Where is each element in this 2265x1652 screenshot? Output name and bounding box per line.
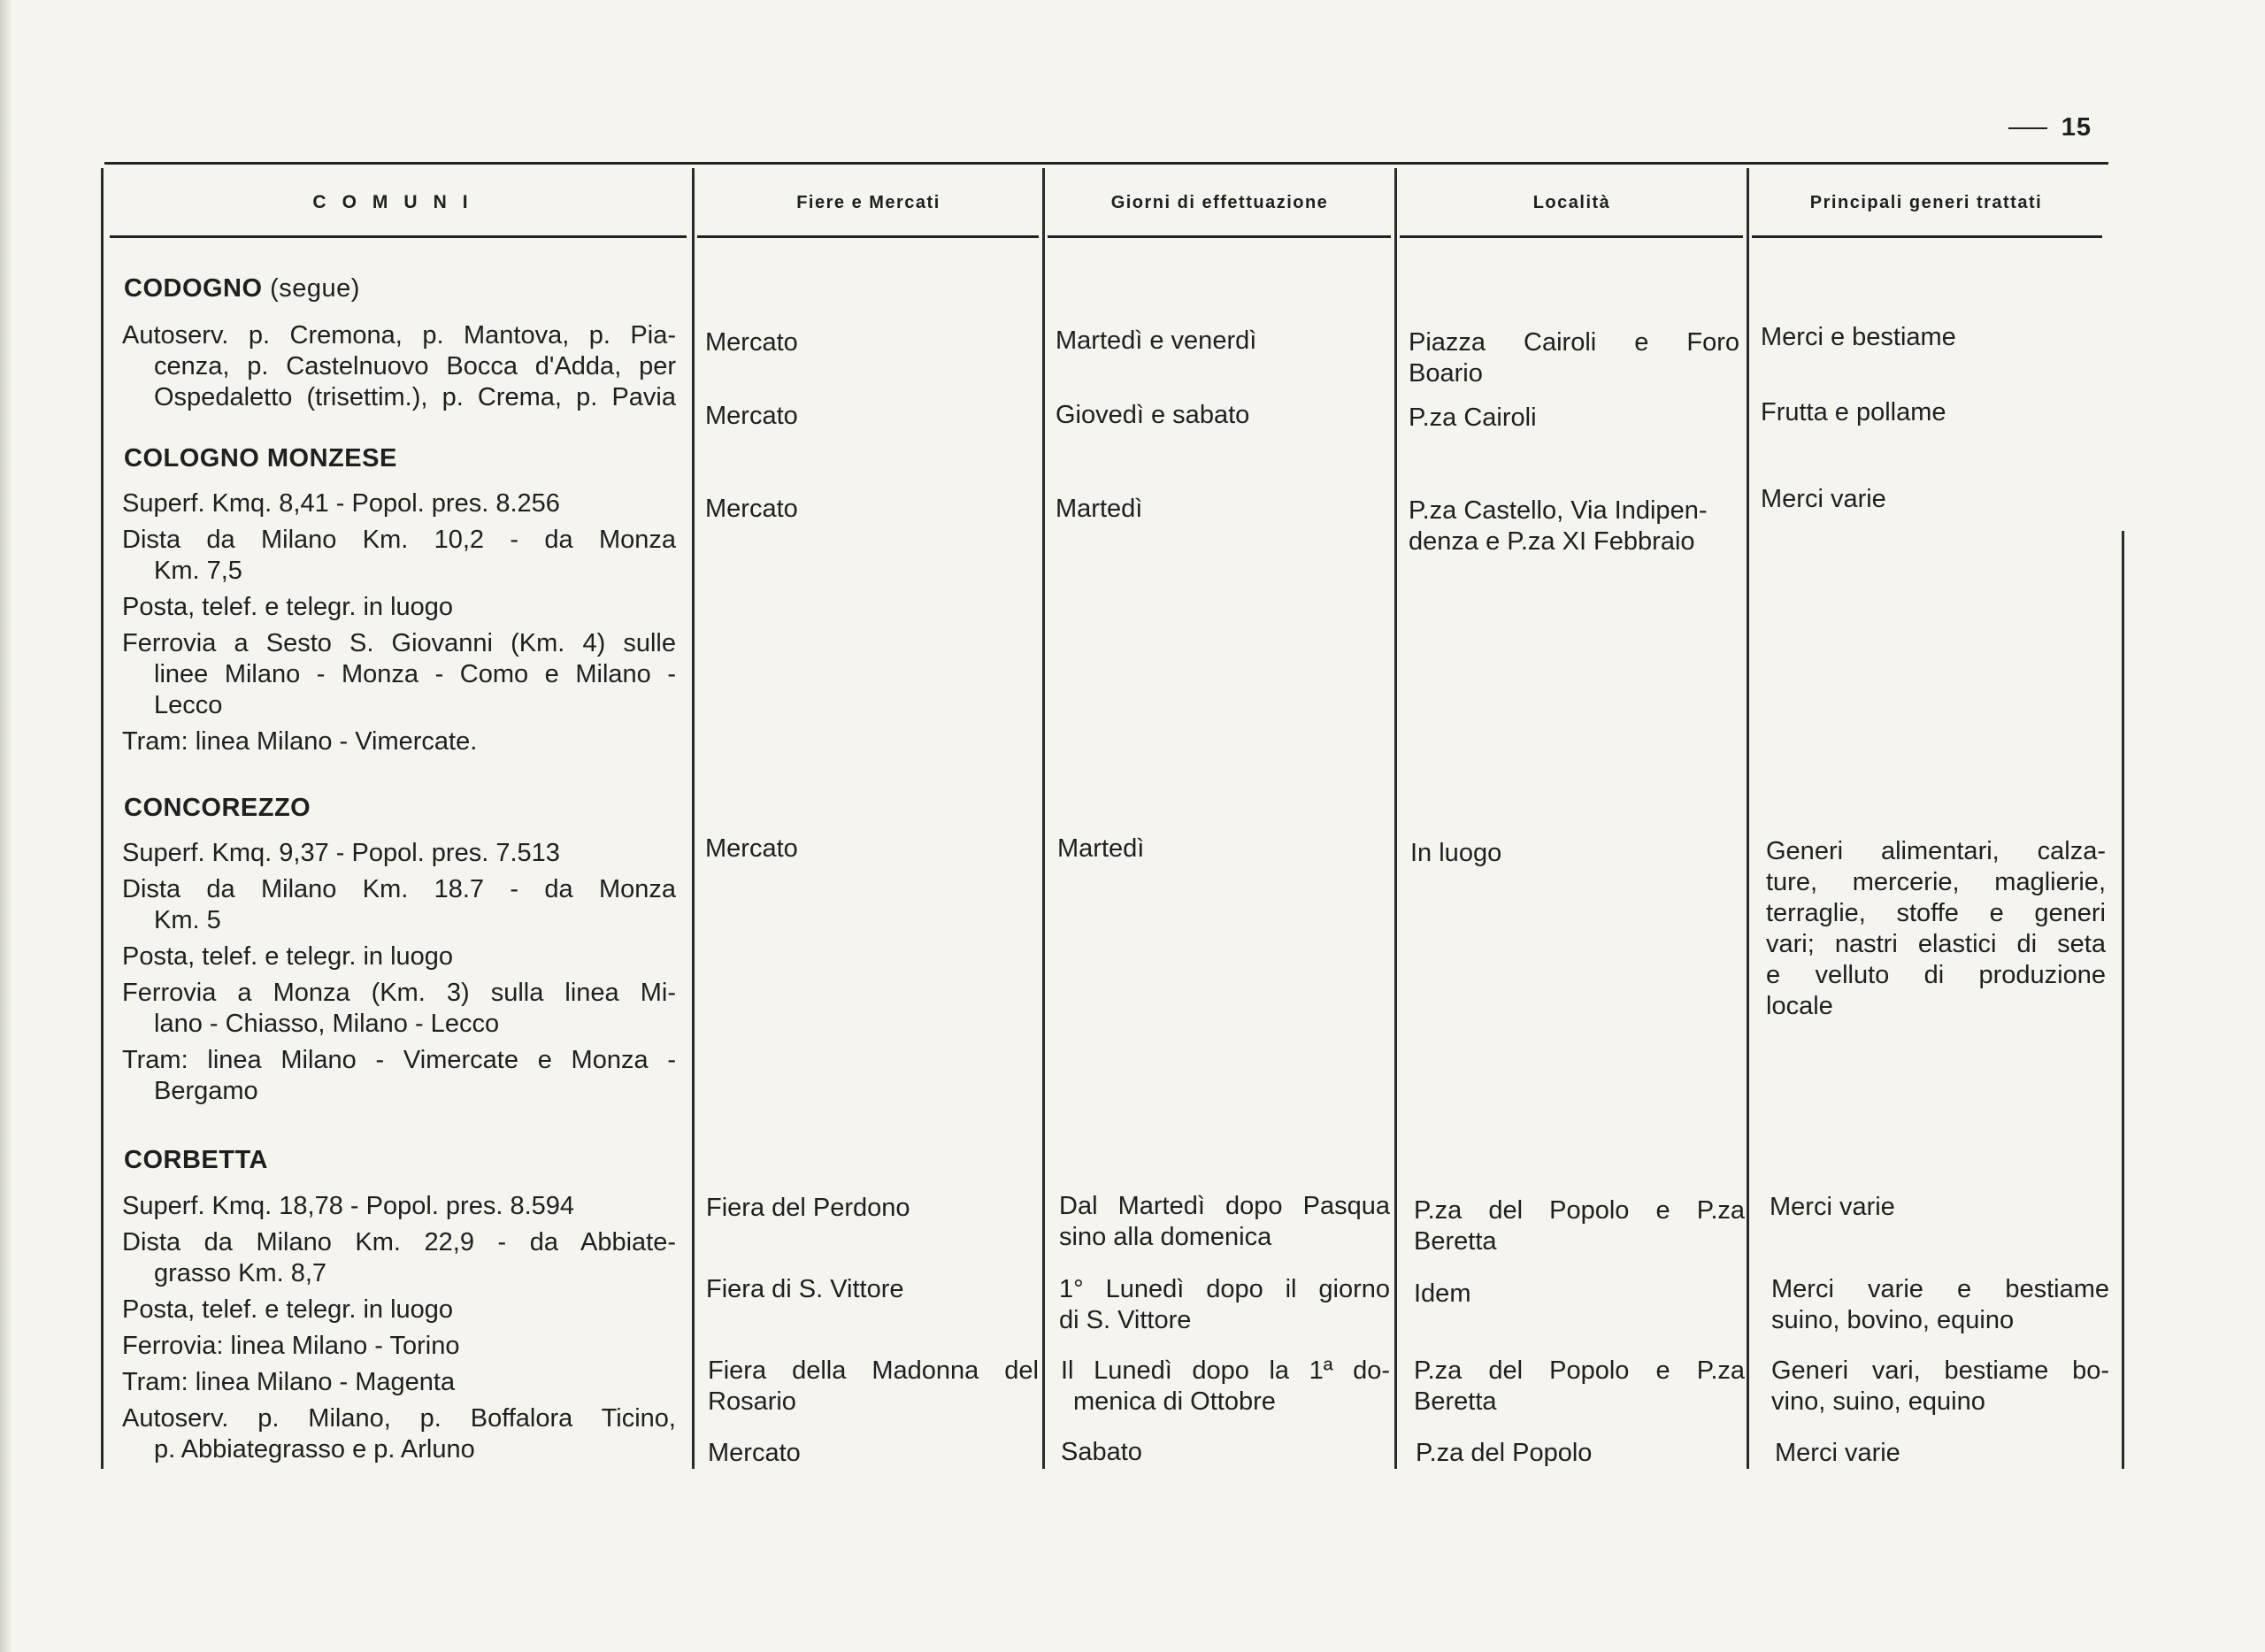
comune-heading-concorezzo: CONCOREZZO [124,794,311,822]
info-line: cenza, p. Castelnuovo Bocca d'Adda, per [154,352,676,380]
comune-heading-cologno-monzese: COLOGNO MONZESE [124,444,397,473]
fiera-cell: Mercato [708,1439,801,1467]
page-number-value: 15 [2061,113,2092,142]
giorni-cell: Giovedì e sabato [1056,401,1250,429]
column-rule-1 [692,168,695,1469]
header-localita: Località [1532,192,1611,212]
giorni-cell: Martedì e venerdì [1056,327,1257,355]
comune-heading-corbetta: CORBETTA [124,1146,268,1174]
column-rule-2 [1042,168,1045,1469]
fiera-cell: Mercato [705,402,798,430]
info-line: Ospedaletto (trisettim.), p. Crema, p. Pavia [154,383,676,411]
info-line: Posta, telef. e telegr. in luogo [122,942,454,971]
giorni-cell [1059,1274,1390,1336]
comune-info-concorezzo [122,838,676,1107]
column-rule-3 [1394,168,1397,1469]
generi-cell [1771,1274,2109,1336]
giorni-cell: Martedì [1057,834,1145,863]
giorni-line: Dal Martedì dopo Pasqua [1059,1192,1390,1220]
info-line: Ferrovia a Monza (Km. 3) sulla linea Mi- [122,979,676,1007]
fiera-cell: Mercato [705,495,798,523]
localita-line: Beretta [1414,1227,1497,1256]
localita-cell: P.za del Popolo [1416,1439,1593,1467]
header-generi: Principali generi trattati [1809,192,2043,212]
info-line: Lecco [154,691,223,719]
generi-line: Generi vari, bestiame bo- [1771,1356,2109,1385]
comune-info-cologno-monzese [122,488,676,757]
info-line: Ferrovia: linea Milano - Torino [122,1332,460,1360]
localita-line: denza e P.za XI Febbraio [1409,527,1695,556]
header-rule-comuni [110,235,687,238]
header-rule-generi [1752,235,2102,238]
comune-name: CODOGNO [124,274,263,303]
generi-line: Generi alimentari, calza- [1766,837,2106,865]
table-top-rule [104,162,2108,165]
generi-line: suino, bovino, equino [1771,1306,2015,1334]
page-number [2008,113,2092,142]
fiera-line: Rosario [708,1387,796,1416]
localita-cell [1414,1356,1745,1418]
generi-line: terraglie, stoffe e generi [1766,899,2106,927]
info-line: grasso Km. 8,7 [154,1259,327,1287]
page-number-dash [2008,127,2047,129]
generi-cell [1771,1356,2109,1418]
info-line: lano - Chiasso, Milano - Lecco [154,1010,500,1038]
info-line: Superf. Kmq. 18,78 - Popol. pres. 8.594 [122,1192,575,1220]
giorni-cell [1061,1356,1390,1418]
generi-cell: Merci varie [1775,1439,1900,1467]
header-rule-localita [1400,235,1743,238]
fiera-cell: Fiera del Perdono [706,1194,910,1222]
localita-cell: Idem [1414,1279,1471,1308]
giorni-line: sino alla domenica [1059,1223,1272,1251]
header-giorni: Giorni di effettuazione [1110,192,1329,212]
generi-cell: Merci varie [1761,485,1886,513]
comune-info-corbetta [122,1191,676,1465]
header-rule-fiere [697,235,1039,238]
generi-cell: Frutta e pollame [1761,398,1946,426]
info-line: Km. 7,5 [154,557,242,585]
fiera-cell: Mercato [705,834,798,863]
info-line: Posta, telef. e telegr. in luogo [122,593,454,621]
localita-cell [1414,1195,1745,1257]
info-line: Dista da Milano Km. 18.7 - da Monza [122,875,676,903]
header-fiere-mercati: Fiere e Mercati [796,192,941,212]
info-line: Tram: linea Milano - Magenta [122,1368,456,1396]
generi-line: vari; nastri elastici di seta [1766,930,2106,958]
info-line: Autoserv. p. Cremona, p. Mantova, p. Pia- [122,321,676,350]
info-line: Bergamo [154,1077,258,1105]
fiera-line: Fiera della Madonna del [708,1356,1039,1385]
localita-cell [1409,327,1739,389]
info-line: Superf. Kmq. 8,41 - Popol. pres. 8.256 [122,489,560,518]
info-line: p. Abbiategrasso e p. Arluno [154,1435,475,1464]
info-line: Tram: linea Milano - Vimercate. [122,727,478,756]
fiera-cell [708,1356,1039,1418]
comune-suffix: (segue) [270,274,360,303]
localita-line: P.za Castello, Via Indipen- [1409,496,1708,525]
info-line: Superf. Kmq. 9,37 - Popol. pres. 7.513 [122,839,560,867]
info-line: linee Milano - Monza - Como e Milano - [154,660,676,688]
header-comuni: COMUNI [312,192,484,212]
page-edge-shadow [0,0,12,1652]
info-line: Km. 5 [154,906,221,934]
header-rule-giorni [1048,235,1391,238]
fiera-cell: Fiera di S. Vittore [706,1275,904,1303]
comune-heading-codogno [124,274,360,304]
column-rule-left [101,168,104,1469]
giorni-cell [1059,1191,1390,1253]
generi-line: locale [1766,992,1833,1020]
info-line: Posta, telef. e telegr. in luogo [122,1295,454,1324]
localita-line: P.za del Popolo e P.za [1414,1196,1745,1225]
giorni-cell: Sabato [1061,1438,1142,1466]
info-line: Dista da Milano Km. 22,9 - da Abbiate- [122,1228,676,1256]
column-rule-right [2122,531,2124,1469]
localita-cell: In luogo [1410,839,1502,867]
localita-cell [1409,496,1745,557]
comune-info-codogno [122,320,676,413]
fiera-cell: Mercato [705,328,798,357]
generi-line: Merci varie e bestiame [1771,1275,2109,1303]
info-line: Tram: linea Milano - Vimercate e Monza - [122,1046,676,1074]
column-rule-4 [1747,168,1749,1469]
info-line: Ferrovia a Sesto S. Giovanni (Km. 4) sulle [122,629,676,657]
giorni-line: menica di Ottobre [1073,1387,1276,1416]
localita-line: P.za del Popolo e P.za [1414,1356,1745,1385]
generi-line: vino, suino, equino [1771,1387,1985,1416]
generi-line: ture, mercerie, maglierie, [1766,868,2106,896]
giorni-line: 1° Lunedì dopo il giorno [1059,1275,1390,1303]
info-line: Dista da Milano Km. 10,2 - da Monza [122,526,676,554]
giorni-line: di S. Vittore [1059,1306,1192,1334]
generi-line: e velluto di produzione [1766,961,2106,989]
generi-cell [1766,836,2106,1022]
localita-cell: P.za Cairoli [1409,403,1537,432]
localita-line: Piazza Cairoli e Foro [1409,328,1739,357]
generi-cell: Merci varie [1770,1193,1895,1221]
localita-line: Boario [1409,359,1483,388]
info-line: Autoserv. p. Milano, p. Boffalora Ticino, [122,1404,676,1433]
giorni-cell: Martedì [1056,495,1143,523]
localita-line: Beretta [1414,1387,1497,1416]
giorni-line: Il Lunedì dopo la 1ª do- [1061,1356,1390,1385]
generi-cell: Merci e bestiame [1761,323,1956,351]
